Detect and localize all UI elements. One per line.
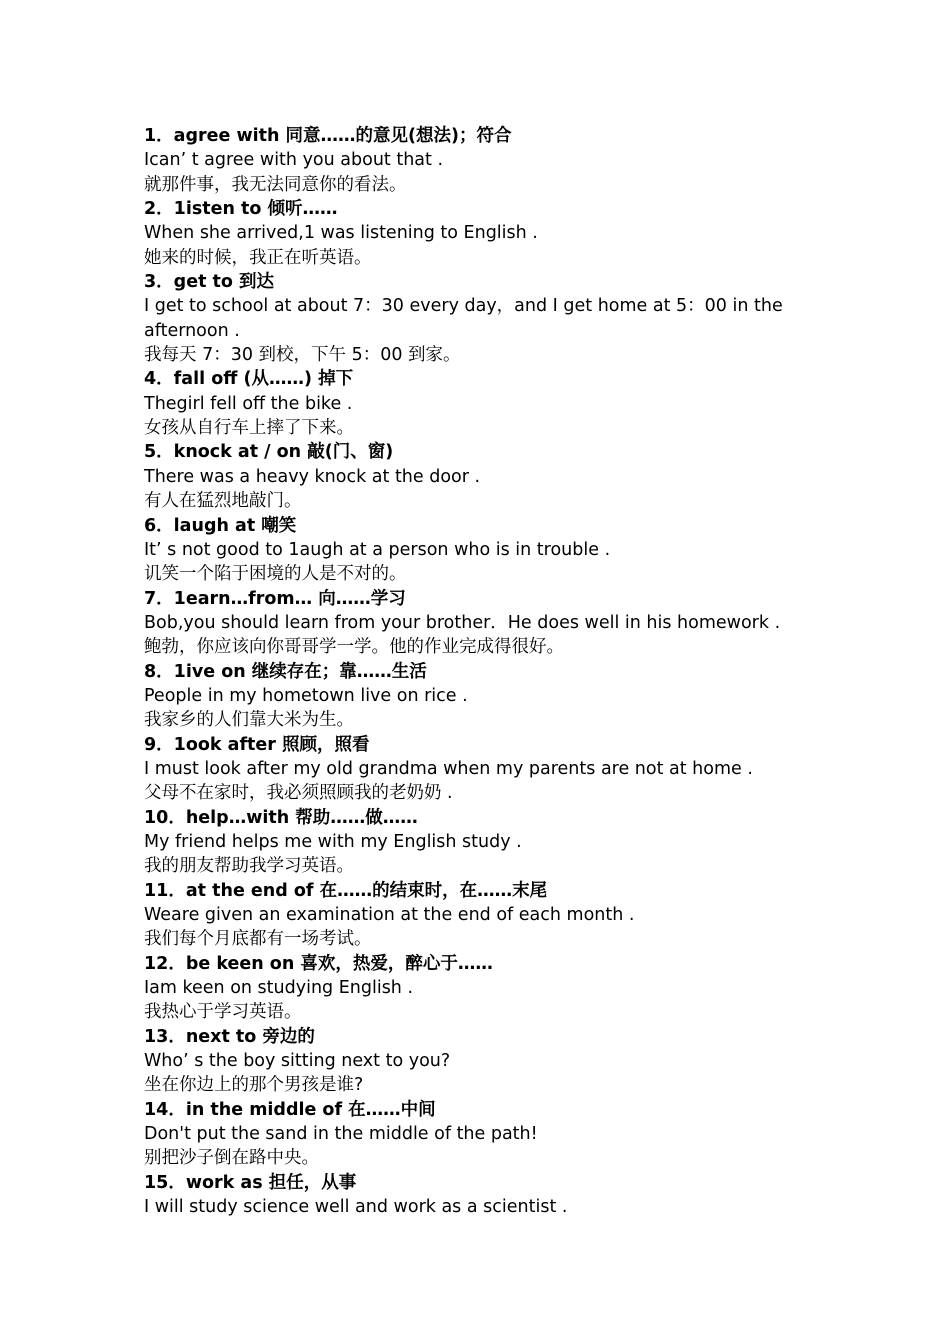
- phrase-heading: 8．1ive on 继续存在；靠……生活: [144, 661, 427, 682]
- phrase-entry-4: [144, 367, 804, 440]
- example-chinese: 讥笑一个陷于困境的人是不对的。: [144, 564, 407, 585]
- example-english: Don't put the sand in the middle of the path!: [144, 1124, 538, 1145]
- phrase-heading: 1．agree with 同意……的意见(想法)；符合: [144, 126, 512, 146]
- phrase-entry-2: [144, 197, 804, 270]
- phrase-heading: 13．next to 旁边的: [144, 1026, 315, 1047]
- example-english: There was a heavy knock at the door .: [144, 466, 481, 487]
- phrase-heading: 2．1isten to 倾听……: [144, 199, 338, 220]
- example-chinese: 我每天 7：30 到校，下午 5：00 到家。: [144, 345, 461, 366]
- example-chinese: 她来的时候，我正在听英语。: [144, 247, 372, 268]
- example-chinese: 鲍勃，你应该向你哥哥学一学。他的作业完成得很好。: [144, 637, 564, 658]
- phrase-entry-11: [144, 879, 804, 952]
- example-english: It’ s not good to 1augh at a person who is in trouble .: [144, 539, 611, 560]
- example-english: Weare given an examination at the end of each month .: [144, 905, 635, 925]
- example-chinese: 坐在你边上的那个男孩是谁?: [144, 1075, 364, 1096]
- phrase-heading: 6．laugh at 嘲笑: [144, 515, 297, 536]
- example-chinese: 父母不在家时，我必须照顾我的老奶奶 .: [144, 783, 453, 804]
- phrase-heading: 9．1ook after 照顾，照看: [144, 734, 370, 755]
- phrase-entry-5: [144, 440, 804, 513]
- phrase-entry-1: [144, 124, 804, 197]
- example-english: Bob,you should learn from your brother．He does well in his homework .: [144, 612, 781, 633]
- phrase-heading: 12．be keen on 喜欢，热爱，醉心于……: [144, 953, 493, 974]
- example-english: People in my hometown live on rice .: [144, 685, 468, 706]
- example-chinese: 别把沙子倒在路中央。: [144, 1148, 319, 1169]
- example-chinese: 我家乡的人们靠大米为生。: [144, 710, 354, 731]
- example-english: Iam keen on studying English .: [144, 978, 414, 999]
- phrase-entry-10: [144, 806, 804, 879]
- example-english: Ican’ t agree with you about that .: [144, 150, 444, 171]
- example-chinese: 我的朋友帮助我学习英语。: [144, 856, 354, 877]
- example-english: I get to school at about 7：30 every day，and I get home at 5：00 in the afternoon .: [144, 296, 783, 341]
- phrase-entry-12: [144, 952, 804, 1025]
- phrase-heading: 5．knock at / on 敲(门、窗): [144, 442, 394, 463]
- phrase-heading: 11．at the end of 在……的结束时，在……末尾: [144, 880, 548, 901]
- example-chinese: 我热心于学习英语。: [144, 1002, 302, 1023]
- example-english: Who’ s the boy sitting next to you?: [144, 1051, 451, 1072]
- example-english: I will study science well and work as a scientist .: [144, 1197, 568, 1218]
- phrase-list: [144, 124, 804, 1219]
- example-chinese: 我们每个月底都有一场考试。: [144, 929, 372, 950]
- phrase-entry-9: [144, 733, 804, 806]
- example-english: My friend helps me with my English study .: [144, 831, 522, 852]
- example-english: When she arrived,1 was listening to English .: [144, 223, 538, 244]
- phrase-heading: 7．1earn…from… 向……学习: [144, 588, 406, 609]
- phrase-heading: 10．help…with 帮助……做……: [144, 807, 418, 828]
- phrase-heading: 15．work as 担任，从事: [144, 1172, 357, 1193]
- phrase-heading: 4．fall off (从……) 掉下: [144, 369, 354, 390]
- phrase-entry-6: [144, 514, 804, 587]
- phrase-heading: 14．in the middle of 在……中间: [144, 1099, 436, 1120]
- phrase-entry-3: [144, 270, 804, 367]
- example-chinese: 就那件事，我无法同意你的看法。: [144, 174, 407, 195]
- phrase-entry-8: [144, 660, 804, 733]
- phrase-entry-15: [144, 1171, 804, 1220]
- example-chinese: 女孩从自行车上摔了下来。: [144, 418, 354, 439]
- phrase-entry-14: [144, 1098, 804, 1171]
- phrase-entry-7: [144, 587, 804, 660]
- phrase-heading: 3．get to 到达: [144, 272, 275, 293]
- example-english: Thegirl fell off the bike .: [144, 393, 353, 414]
- phrase-entry-13: [144, 1025, 804, 1098]
- example-chinese: 有人在猛烈地敲门。: [144, 491, 302, 512]
- example-english: I must look after my old grandma when my parents are not at home .: [144, 758, 753, 779]
